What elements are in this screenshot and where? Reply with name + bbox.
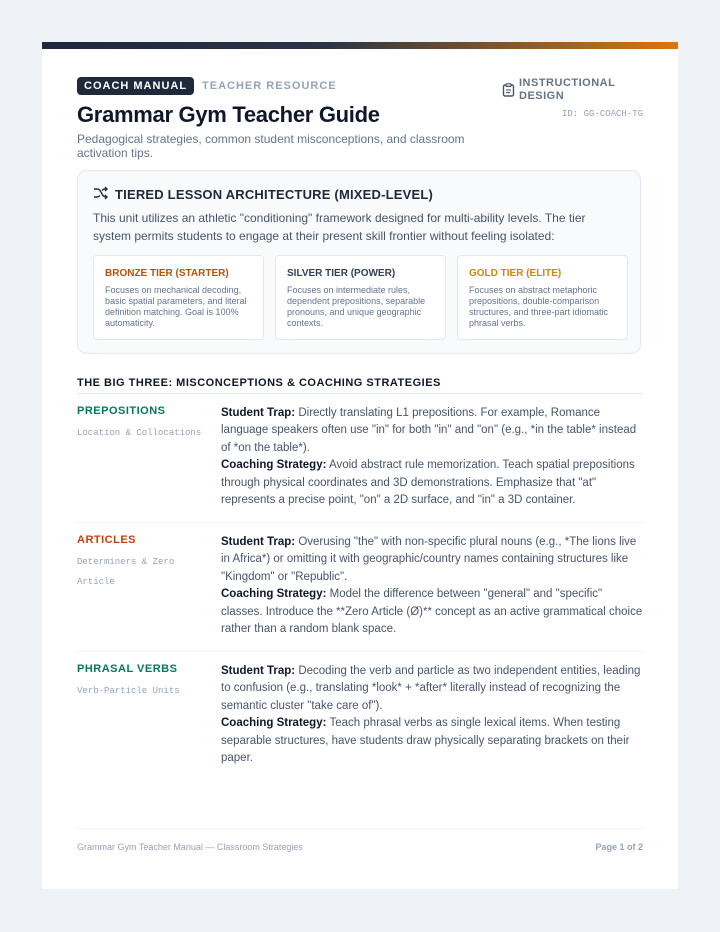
student-trap [221, 663, 643, 715]
row-title: PHRASAL VERBS [77, 663, 178, 675]
trap-text: Directly translating L1 prepositions. For example, Romance language speakers often use "in" for both "in" and "on" (e.g., *in the table* instead of *on the table*). [221, 407, 637, 454]
silver-tier-card [275, 255, 446, 340]
strategy-text: Avoid abstract rule memorization. Teach spatial prepositions through physical coordinates and 3D demonstrations. Emphasize that "at" represents a precise point, "on" a 2D surface, and "in" a 3D container. [221, 459, 635, 507]
strategy-label: Coaching Strategy: [221, 588, 327, 601]
footer-title: Grammar Gym Teacher Manual — Classroom Strategies [77, 842, 303, 852]
row-label [77, 663, 207, 701]
strategy-text: Model the difference between "general" and "specific" classes. Introduce the **Zero Article (Ø)** concept as an active grammatical choice rather than a random blank space. [221, 588, 643, 636]
strategy-label: Coaching Strategy: [221, 459, 327, 472]
strategy-text: Teach phrasal verbs as single lexical items. When testing separable structures, have students draw physically separating brackets on their paper. [221, 717, 630, 765]
footer-divider [77, 828, 643, 829]
tiered-architecture-callout [77, 170, 641, 354]
trap-text: Decoding the verb and particle as two independent entities, leading to confusion (e.g., translating *look* + *after* literally instead of recognizing the semantic cluster "take care of"). [221, 665, 641, 712]
trap-text: Overusing "the" with non-specific plural nouns (e.g., *The lions live in Africa*) or omitting it with geographic/country names containing structures like "Kingdom" or "Republic". [221, 536, 637, 583]
header-meta [502, 77, 643, 119]
row-content [221, 534, 643, 638]
trap-label: Student Trap: [221, 536, 296, 548]
row-divider [77, 651, 643, 652]
instructional-design-label [502, 77, 643, 103]
clipboard-icon [502, 77, 515, 101]
strategy-label: Coaching Strategy: [221, 717, 327, 730]
document-header [77, 77, 643, 160]
document-id: ID: GG-COACH-TG [561, 109, 643, 119]
tier-description: Focuses on mechanical decoding, basic spatial parameters, and literal definition matching. Goal is 100% automaticity. [105, 285, 247, 328]
row-label [77, 534, 207, 592]
section-divider [77, 393, 643, 394]
coaching-strategy [221, 586, 643, 638]
teacher-resource-label: TEACHER RESOURCE [202, 80, 337, 92]
coaching-strategy [221, 457, 643, 509]
tier-description: Focuses on abstract metaphoric prepositions, double-comparison structures, and three-part idiomatic phrasal verbs. [469, 285, 609, 328]
tier-description: Focuses on intermediate rules, dependent prepositions, separable pronouns, and unique geographic contexts. [287, 285, 426, 328]
callout-heading [93, 186, 433, 203]
row-divider [77, 522, 643, 523]
coaching-strategy [221, 715, 643, 767]
gold-tier-card [457, 255, 628, 340]
row-subtitle: Verb-Particle Units [77, 686, 180, 696]
row-subtitle: Determiners & Zero Article [77, 557, 175, 587]
callout-title: TIERED LESSON ARCHITECTURE (MIXED-LEVEL) [115, 187, 434, 202]
bronze-tier-card [93, 255, 264, 340]
page-number: Page 1 of 2 [595, 842, 643, 852]
row-content [221, 405, 643, 509]
row-title: ARTICLES [77, 534, 136, 546]
callout-body: This unit utilizes an athletic "conditioning" framework designed for multi-ability levels. The tier system permits students to engage at their present skill frontier without feeling isolated: [93, 211, 586, 243]
page-subtitle: Pedagogical strategies, common student misconceptions, and classroom activation tips. [77, 132, 465, 160]
coach-manual-badge: COACH MANUAL [77, 77, 194, 95]
tier-title: GOLD TIER (ELITE) [469, 268, 562, 279]
trap-label: Student Trap: [221, 665, 296, 677]
trap-label: Student Trap: [221, 407, 296, 419]
tier-title: BRONZE TIER (STARTER) [105, 268, 229, 279]
accent-bar [42, 42, 678, 49]
tier-title: SILVER TIER (POWER) [287, 268, 396, 279]
student-trap [221, 405, 643, 457]
instructional-design-text: INSTRUCTIONAL DESIGN [519, 77, 616, 102]
row-label [77, 405, 207, 443]
page-title: Grammar Gym Teacher Guide [77, 102, 380, 127]
student-trap [221, 534, 643, 586]
row-title: PREPOSITIONS [77, 405, 166, 417]
row-content [221, 663, 643, 767]
document-page [42, 42, 678, 889]
shuffle-icon [93, 186, 108, 203]
section-title: THE BIG THREE: MISCONCEPTIONS & COACHING STRATEGIES [77, 377, 441, 389]
row-subtitle: Location & Collocations [77, 428, 202, 438]
